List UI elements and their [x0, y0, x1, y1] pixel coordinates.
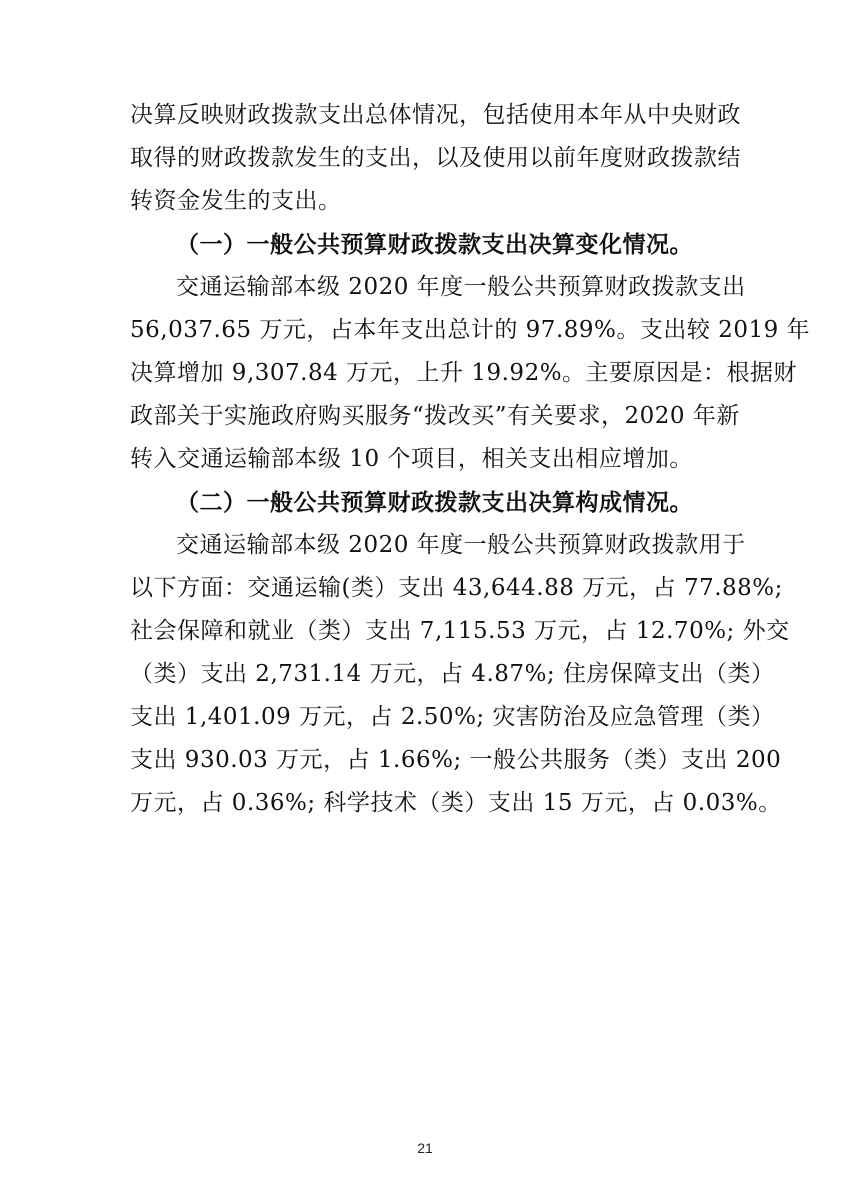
paragraph-expenditure-changes — [130, 266, 811, 481]
text-line: 支出 930.03 万元，占 1.66%; 一般公共服务（类）支出 200 — [130, 747, 782, 773]
text-line: 以下方面：交通运输(类）支出 43,644.88 万元，占 77.88%; — [130, 575, 783, 601]
text-line: 万元，占 0.36%; 科学技术（类）支出 15 万元，占 0.03%。 — [130, 790, 782, 816]
text-line: 决算反映财政拨款支出总体情况，包括使用本年从中央财政 — [130, 102, 741, 128]
text-line: 转入交通运输部本级 10 个项目，相关支出相应增加。 — [130, 446, 693, 472]
document-body — [130, 94, 811, 825]
text-line: （类）支出 2,731.14 万元，占 4.87%; 住房保障支出（类） — [130, 661, 775, 687]
section-heading-changes: （一）一般公共预算财政拨款支出决算变化情况。 — [176, 231, 693, 258]
section-heading-composition: （二）一般公共预算财政拨款支出决算构成情况。 — [176, 489, 693, 516]
paragraph-expenditure-overview — [130, 94, 741, 223]
text-line: 56,037.65 万元，占本年支出总计的 97.89%。支出较 2019 年 — [130, 317, 811, 343]
text-line: 交通运输部本级 2020 年度一般公共预算财政拨款用于 — [176, 532, 746, 558]
text-line: 决算增加 9,307.84 万元，上升 19.92%。主要原因是：根据财 — [130, 360, 798, 386]
text-line: 社会保障和就业（类）支出 7,115.53 万元，占 12.70%; 外交 — [130, 618, 790, 644]
page-number: 21 — [417, 1140, 433, 1156]
text-line: 支出 1,401.09 万元，占 2.50%; 灾害防治及应急管理（类） — [130, 704, 775, 730]
text-line: 政部关于实施政府购买服务“拨改买”有关要求，2020 年新 — [130, 403, 740, 429]
text-line: 取得的财政拨款发生的支出，以及使用以前年度财政拨款结 — [130, 145, 741, 171]
text-line: 转资金发生的支出。 — [130, 188, 342, 214]
paragraph-expenditure-composition — [130, 524, 790, 825]
text-line: 交通运输部本级 2020 年度一般公共预算财政拨款支出 — [176, 274, 746, 300]
